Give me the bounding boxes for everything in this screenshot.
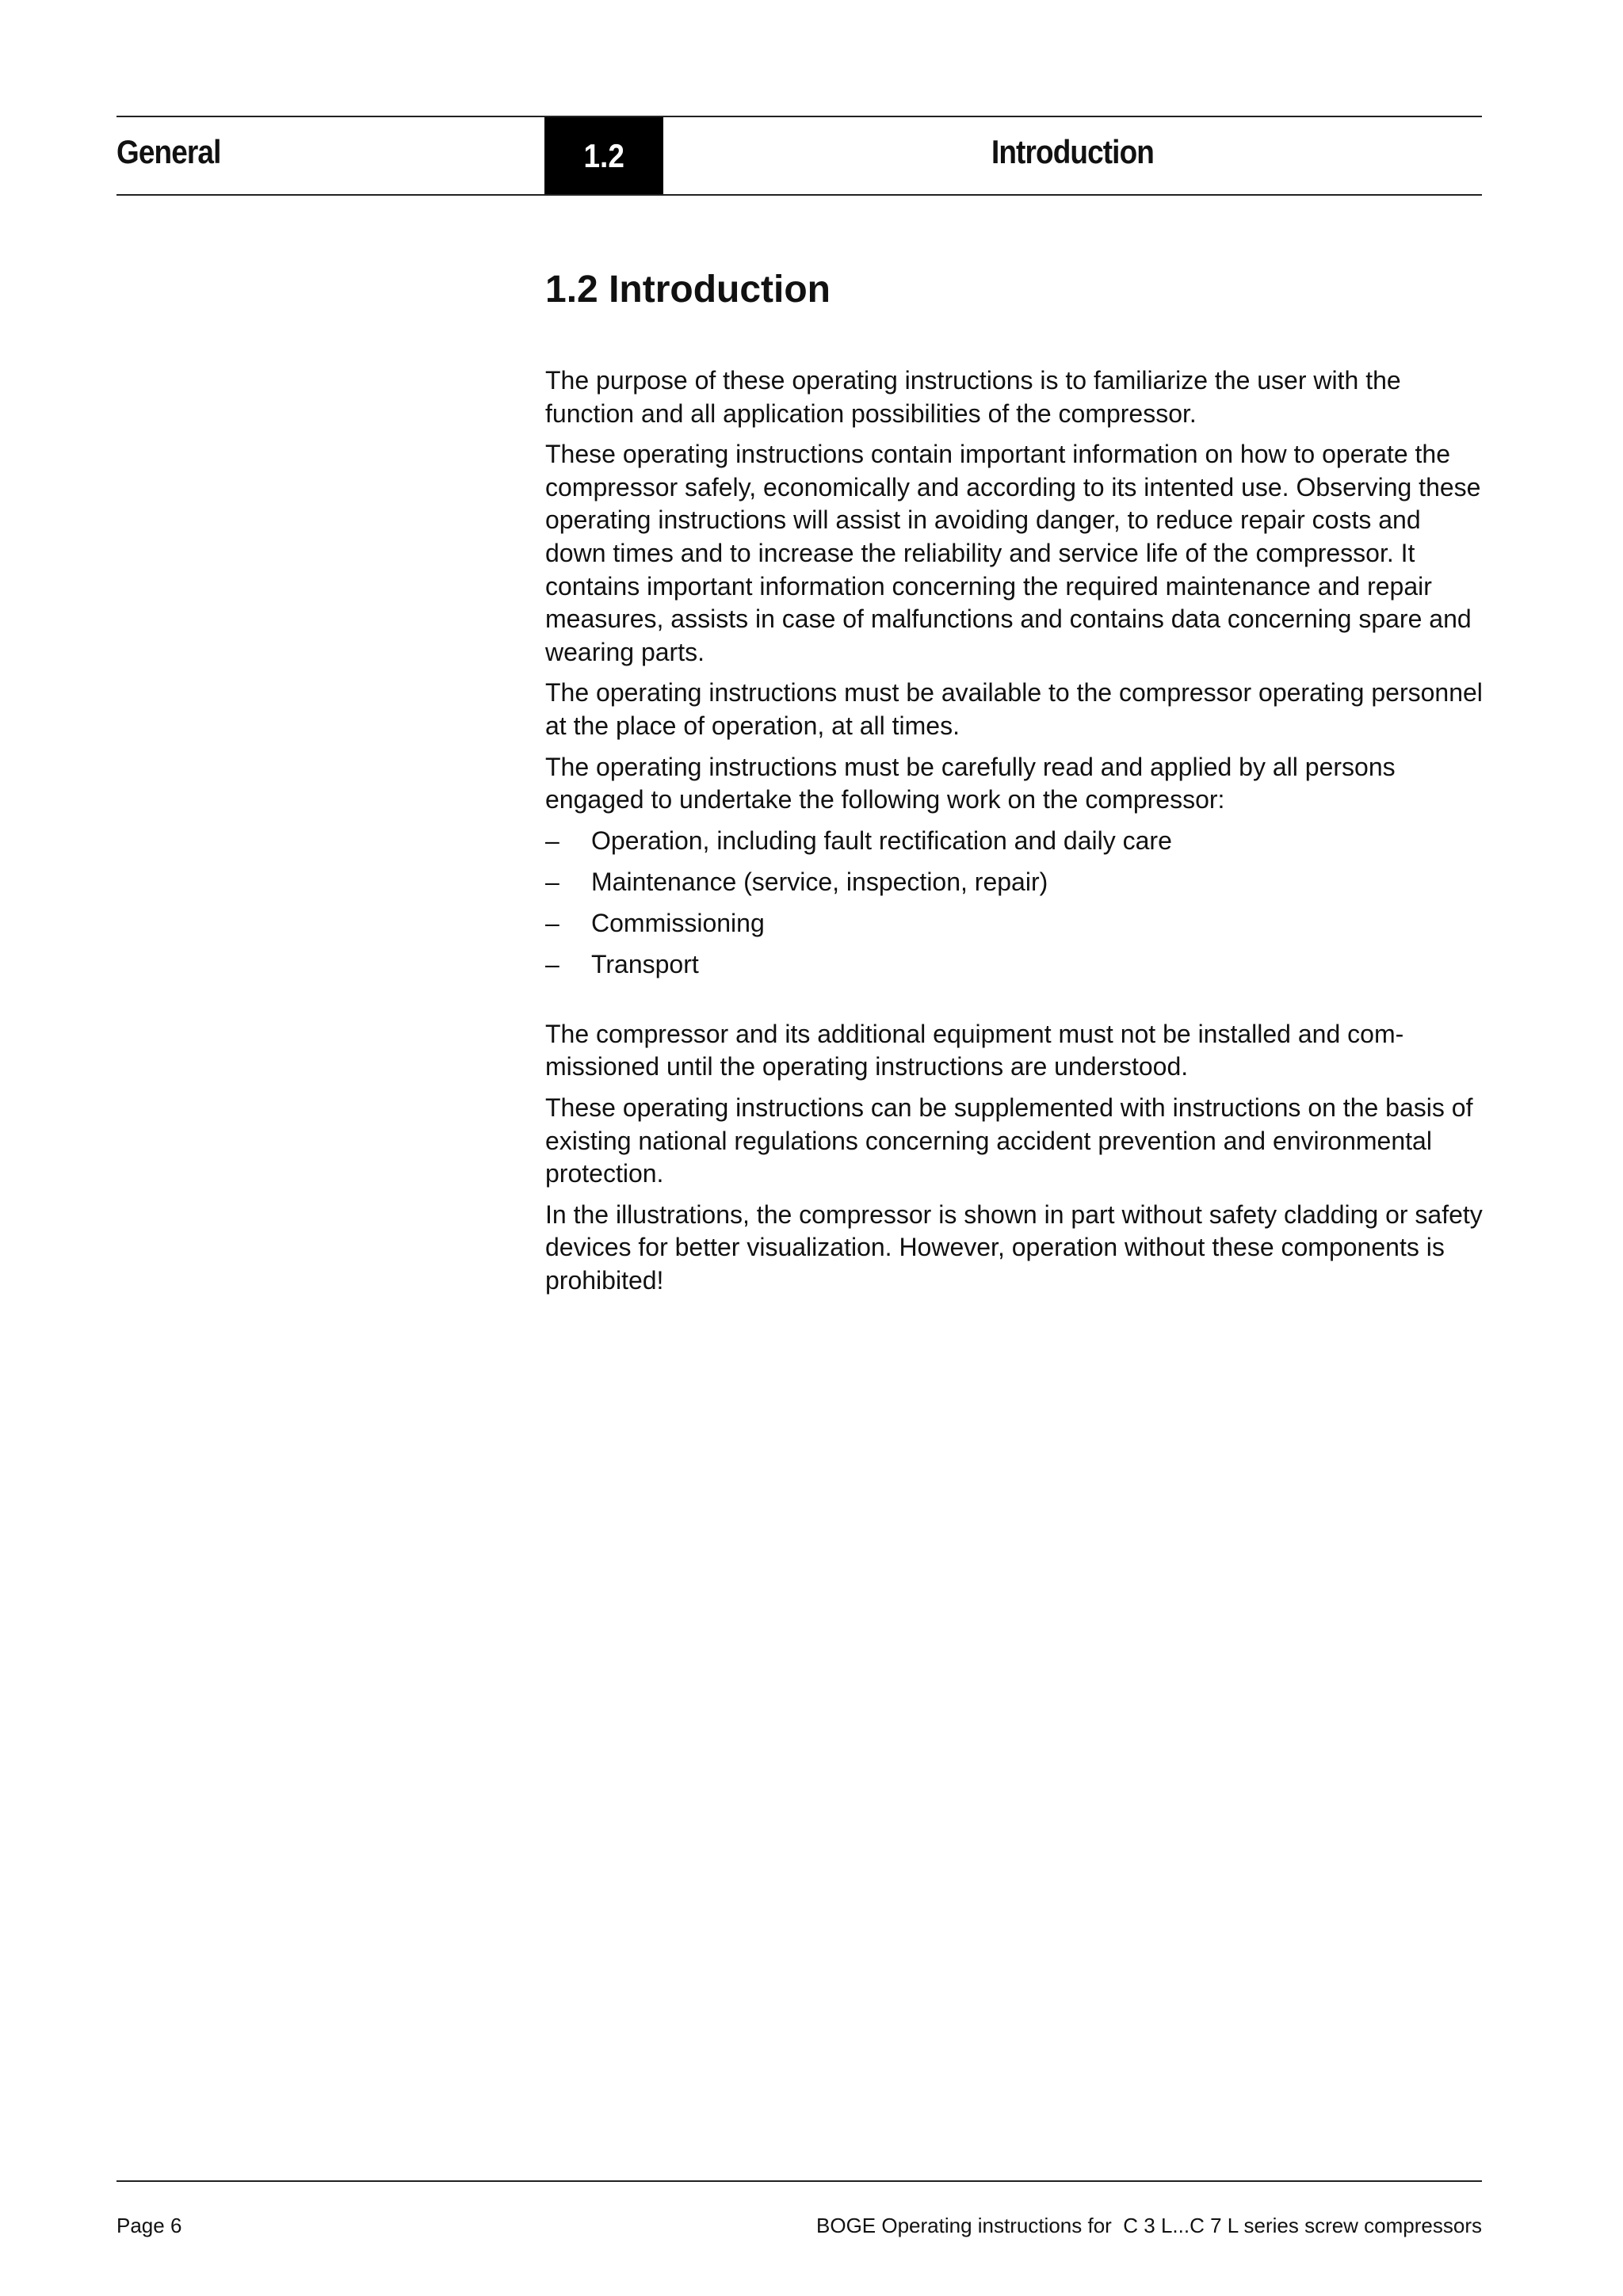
list-item: [545, 866, 1484, 907]
paragraph-supplement: These operating instructions can be supplemented with instructions on the basis of existing national regulations concerning accident prevention and environmental protection.: [545, 1093, 1473, 1188]
list-item-text: Commissioning: [591, 908, 765, 937]
paragraph-availability: The operating instructions must be available to the compressor operating personnel at the place of operation, at all times.: [545, 678, 1483, 740]
paragraph-installation: The compressor and its additional equipment must not be installed and commissioned until the operating instructions are understood.: [545, 1019, 1404, 1081]
header-section-name: [663, 133, 1482, 171]
list-item-text: Maintenance (service, inspection, repair): [591, 867, 1048, 896]
list-item-text: Transport: [591, 949, 699, 978]
header-top-rule: [116, 116, 1482, 117]
list-item-text: Operation, including fault rectification and daily care: [591, 826, 1172, 855]
header-section-name-text: Introduction: [991, 133, 1154, 170]
list-dash: –: [545, 949, 559, 978]
list-dash: –: [545, 908, 559, 937]
paragraph-purpose: The purpose of these operating instructions is to familiarize the user with the function and all application possibilities of the compressor.: [545, 366, 1401, 428]
list-dash: –: [545, 867, 559, 896]
header-chapter-title: General: [116, 133, 221, 170]
list-item: [545, 907, 1484, 948]
header-bottom-rule: [116, 194, 1482, 196]
list-dash: –: [545, 826, 559, 855]
header-section-number: 1.2: [583, 137, 624, 174]
paragraph-illustrations: In the illustrations, the compressor is shown in part without safety cladding or safety devices for better visualization. However, operation without these components is prohibited!: [545, 1199, 1483, 1295]
footer-document-title: BOGE Operating instructions for C 3 L...C 7 L series screw compressors: [816, 2214, 1482, 2237]
footer-page-number: Page 6: [116, 2214, 182, 2237]
list-item: [545, 825, 1484, 866]
header-section-number-box: [544, 117, 663, 195]
spacer: [545, 990, 1484, 1018]
paragraph-important-info: These operating instructions contain important information on how to operate the compressor safely, economically and according to its intented use. Observing these operating instructions will assist in avoiding danger, to reduce repair costs and down times and to increase the reliability and service life of the compressor. It contains important information concerning the required maintenance and repair measures, assists in case of malfunctions and contains data concerning spare and wearing parts.: [545, 440, 1481, 666]
paragraph-read-and-apply: The operating instructions must be carefully read and applied by all persons engaged to undertake the following work on the compressor:: [545, 752, 1396, 814]
section-title: 1.2 Introduction: [545, 269, 831, 311]
body-content: [545, 364, 1484, 1305]
footer-rule: [116, 2180, 1482, 2182]
work-list: [545, 825, 1484, 990]
list-item: [545, 948, 1484, 990]
